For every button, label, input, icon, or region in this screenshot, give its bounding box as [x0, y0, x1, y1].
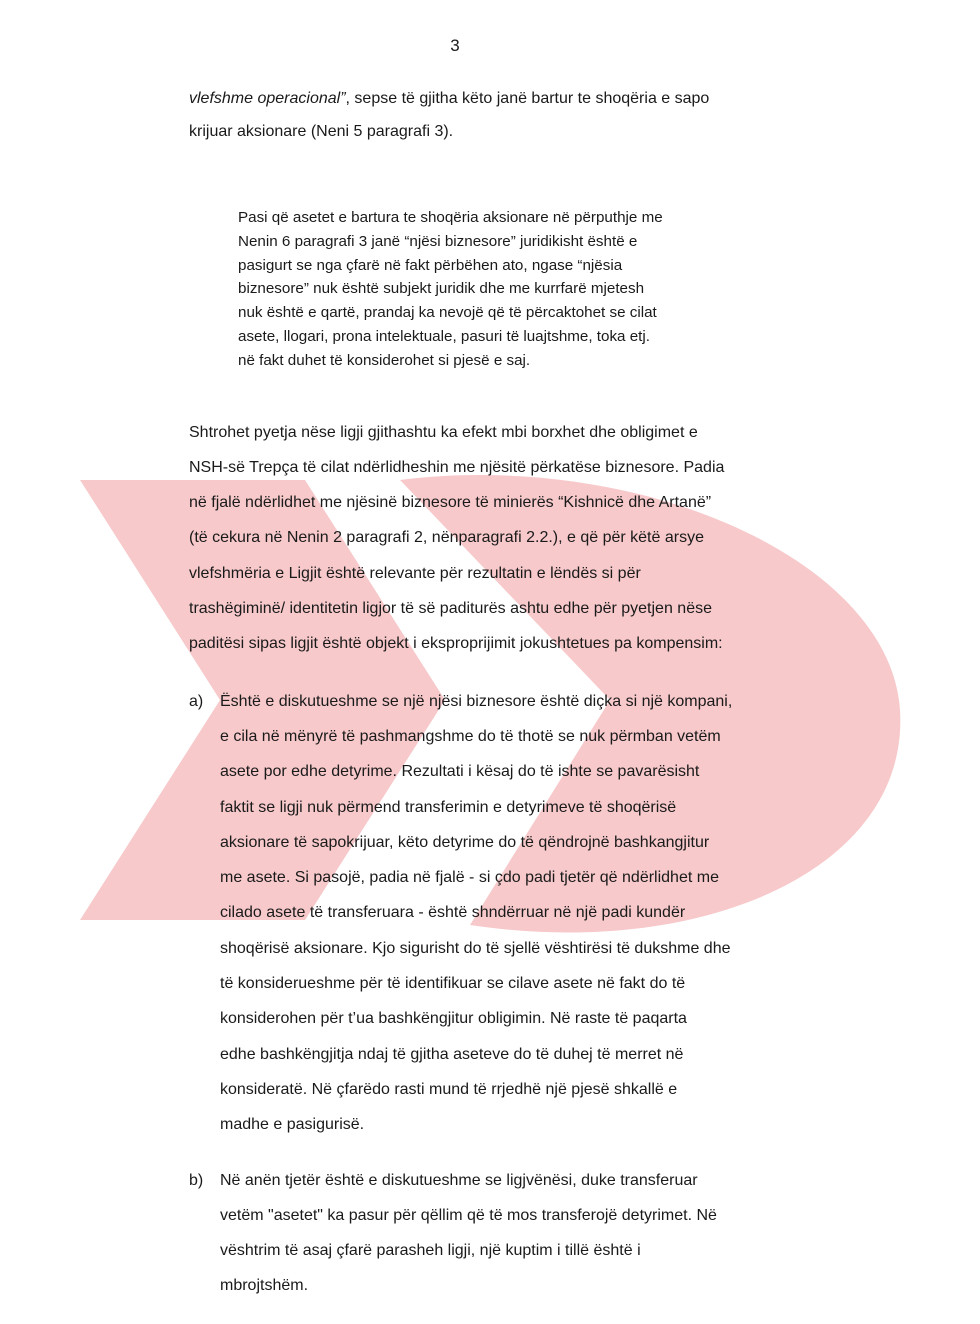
list-marker: b) [189, 1171, 204, 1189]
list-line: cilado asete të transferuara - është shndërruar në një padi kundër [220, 904, 686, 922]
body-line: në fjalë ndërlidhet me njësinë biznesore të minierës “Kishnicë dhe Artanë” [189, 494, 712, 512]
body-line: paditësi sipas ligjit është objekt i eksproprijimit jokushtetues pa kompensim: [189, 635, 723, 653]
list-line: Është e diskutueshme se një njësi biznesore është diçka si një kompani, [220, 692, 733, 710]
list-item-a [189, 684, 809, 1143]
list-item-b [189, 1163, 809, 1304]
list-line: asete por edhe detyrime. Rezultati i kësaj do të ishte se pavarësisht [220, 763, 700, 781]
list-line: madhe e pasigurisë. [220, 1116, 365, 1134]
list-line: e cila në mënyrë të pashmangshme do të thotë se nuk përmban vetëm [220, 727, 721, 745]
quote-line: biznesore” nuk është subjekt juridik dhe me kurrfarë mjetesh [238, 280, 645, 298]
list-line: me asete. Si pasojë, padia në fjalë - si çdo padi tjetër që ndërlidhet me [220, 869, 719, 887]
body-line: Shtrohet pyetja nëse ligji gjithashtu ka efekt mbi borxhet dhe obligimet e [189, 423, 698, 441]
page-number: 3 [450, 36, 460, 55]
intro-line: krijuar aksionare (Neni 5 paragrafi 3). [189, 123, 454, 140]
body-line: NSH-së Trepça të cilat ndërlidheshin me njësitë përkatëse biznesore. Padia [189, 458, 725, 476]
quote-line: Pasi që asetet e bartura te shoqëria aksionare në përputhje me [238, 209, 663, 226]
intro-line [189, 82, 809, 115]
quote-line: nuk është e qartë, prandaj ka nevojë që të përcaktohet se cilat [238, 304, 657, 322]
list-line: vështrim të asaj çfarë parasheh ligji, një kuptim i tillë është i [220, 1242, 641, 1260]
body-line: trashëgiminë/ identitetin ligjor të së paditurës ashtu edhe për pyetjen nëse [189, 600, 712, 618]
list-marker: a) [189, 692, 204, 710]
block-quote [238, 206, 798, 373]
intro-text: , sepse të gjitha këto janë bartur te shoqëria e sapo [345, 90, 710, 107]
document-body [189, 82, 809, 1324]
list-line: faktit se ligji nuk përmend transferimin e detyrimeve të shoqërisë [220, 798, 677, 816]
list-line: konsideratë. Në çfarëdo rasti mund të rrjedhë një pjesë shkallë e [220, 1080, 678, 1098]
list-line: edhe bashkëngjitja ndaj të gjitha aseteve do të duhej të merret në [220, 1045, 684, 1063]
list-line: Në anën tjetër është e diskutueshme se ligjvënësi, duke transferuar [220, 1171, 698, 1189]
italic-term: vlefshme operacional” [189, 90, 346, 107]
quote-line: pasigurt se nga çfarë në fakt përbëhen ato, ngase “njësia [238, 256, 623, 274]
list-line: vetëm "asetet" ka pasur për qëllim që të mos transferojë detyrimet. Në [220, 1206, 717, 1224]
list-line: të konsiderueshme për të identifikuar se cilave asete në fakt do të [220, 975, 686, 993]
quote-line: Nenin 6 paragrafi 3 janë “njësi biznesore” juridikisht është e [238, 232, 638, 250]
body-paragraph [189, 415, 809, 662]
body-line: vlefshmëria e Ligjit është relevante për rezultatin e lëndës si për [189, 564, 641, 582]
argument-list [189, 684, 809, 1304]
quote-line: në fakt duhet të konsiderohet si pjesë e saj. [238, 351, 531, 369]
quote-line: asete, llogari, prona intelektuale, pasuri të luajtshme, toka etj. [238, 327, 650, 345]
intro-paragraph [189, 82, 809, 148]
list-line: mbrojtshëm. [220, 1277, 309, 1295]
list-line: konsiderohen për t’ua bashkëngjitur obligimin. Në raste të paqarta [220, 1010, 687, 1028]
body-line: (të cekura në Nenin 2 paragrafi 2, nënparagrafi 2.2.), e që për këtë arsye [189, 529, 704, 547]
list-line: aksionare të sapokrijuar, këto detyrime do të qëndrojnë bashkangjitur [220, 833, 710, 851]
list-line: shoqërisë aksionare. Kjo sigurisht do të sjellë vështirësi të dukshme dhe [220, 939, 731, 957]
